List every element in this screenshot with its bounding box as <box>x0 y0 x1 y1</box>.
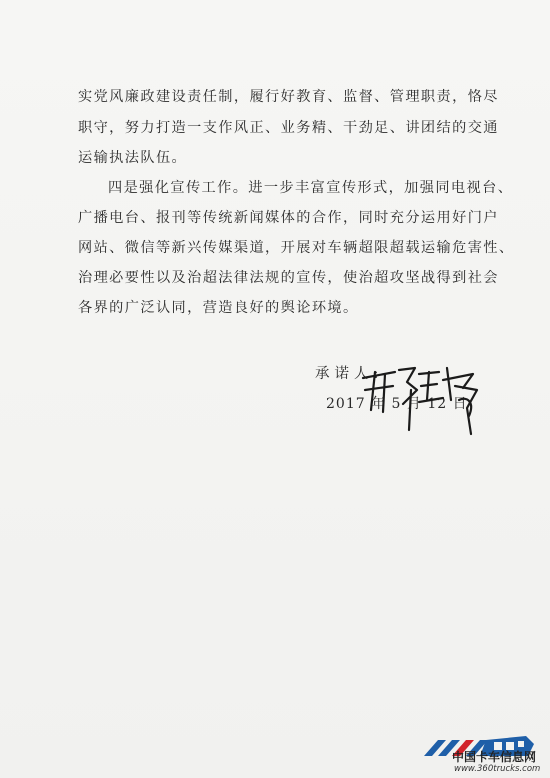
signature-date: 2017 年 5 月 12 日 <box>326 396 468 412</box>
body-line-5: 广播电台、报刊等传统新闻媒体的合作，同时充分运用好门户 <box>78 210 499 226</box>
body-line-6: 网站、微信等新兴传媒渠道，开展对车辆超限超载运输危害性、 <box>78 240 515 256</box>
body-line-8: 各界的广泛认同，营造良好的舆论环境。 <box>78 300 359 316</box>
signature-label: 承诺人: <box>315 366 384 382</box>
body-line-2: 职守，努力打造一支作风正、业务精、干劲足、讲团结的交通 <box>78 120 499 136</box>
body-line-7: 治理必要性以及治超法律法规的宣传，使治超攻坚战得到社会 <box>78 270 499 286</box>
body-line-3: 运输执法队伍。 <box>78 150 188 166</box>
site-name: 中国卡车信息网 <box>452 750 537 764</box>
body-line-1: 实党风廉政建设责任制，履行好教育、监督、管理职责，恪尽 <box>78 89 499 105</box>
body-line-4: 四是强化宣传工作。进一步丰富宣传形式，加强同电视台、 <box>108 180 514 196</box>
site-url: www.360trucks.com <box>454 764 541 774</box>
handwritten-signature <box>355 360 485 440</box>
